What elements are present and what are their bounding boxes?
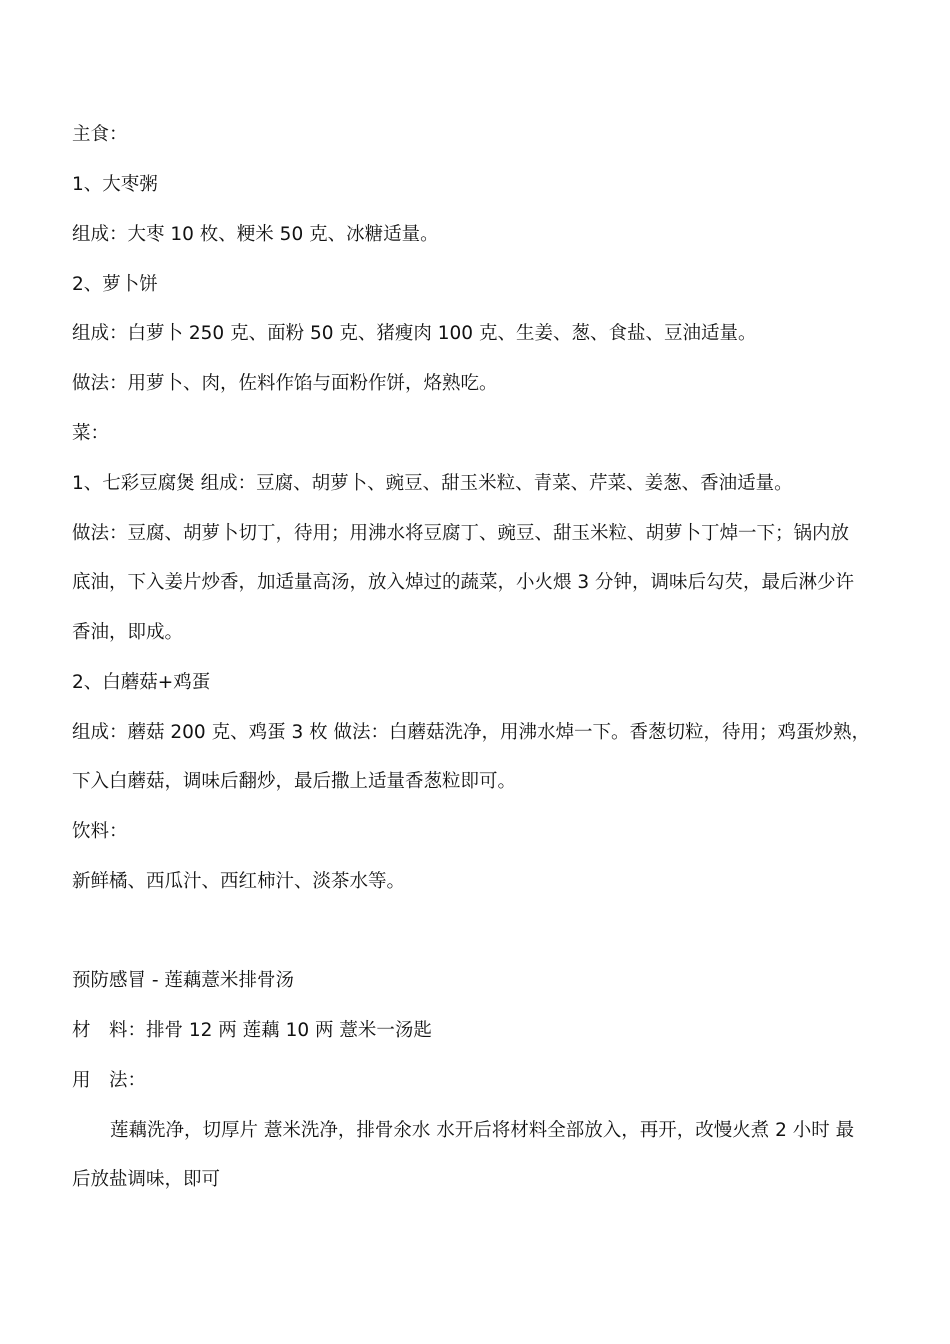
recipe-title-jujube-porridge: 1、大枣粥 [72,174,158,195]
recipe-method-continued: 下入白蘑菇，调味后翻炒，最后撒上适量香葱粒即可。 [72,771,517,792]
recipe-ingredients: 组成：白萝卜 250 克、面粉 50 克、猪瘦肉 100 克、生姜、葱、食盐、豆油适量。 [72,323,757,344]
section-heading-staple: 主食： [72,124,128,145]
soup-ingredients: 材 料：排骨 12 两 莲藕 10 两 薏米一汤匙 [72,1020,432,1041]
section-heading-drinks: 饮料： [72,821,128,842]
soup-method: 莲藕洗净，切厚片 薏米洗净，排骨氽水 水开后将材料全部放入，再开，改慢火煮 2 小时 最 [110,1120,855,1141]
recipe-ingredients-method: 组成：蘑菇 200 克、鸡蛋 3 枚 做法：白蘑菇洗净，用沸水焯一下。香葱切粒，待用；鸡蛋炒熟， [72,722,870,743]
recipe-method-continued: 底油，下入姜片炒香，加适量高汤，放入焯过的蔬菜，小火煨 3 分钟，调味后勾芡，最后淋少许 [72,572,855,593]
soup-title: 预防感冒 - 莲藕薏米排骨汤 [72,970,294,991]
recipe-title-radish-cake: 2、萝卜饼 [72,274,158,295]
drinks-list: 新鲜橘、西瓜汁、西红柿汁、淡茶水等。 [72,871,406,892]
soup-method-continued: 后放盐调味，即可 [72,1169,221,1190]
recipe-method-continued: 香油，即成。 [72,622,184,643]
recipe-ingredients: 组成：大枣 10 枚、粳米 50 克、冰糖适量。 [72,224,439,245]
recipe-title-mushroom-egg: 2、白蘑菇+鸡蛋 [72,672,211,693]
recipe-method: 做法：用萝卜、肉，佐料作馅与面粉作饼，烙熟吃。 [72,373,498,394]
recipe-method: 做法：豆腐、胡萝卜切丁，待用；用沸水将豆腐丁、豌豆、甜玉米粒、胡萝卜丁焯一下；锅内放 [72,523,850,544]
soup-method-heading: 用 法： [72,1070,147,1091]
recipe-title-tofu-pot: 1、七彩豆腐煲 组成：豆腐、胡萝卜、豌豆、甜玉米粒、青菜、芹菜、姜葱、香油适量。 [72,473,793,494]
section-heading-dishes: 菜： [72,423,110,444]
